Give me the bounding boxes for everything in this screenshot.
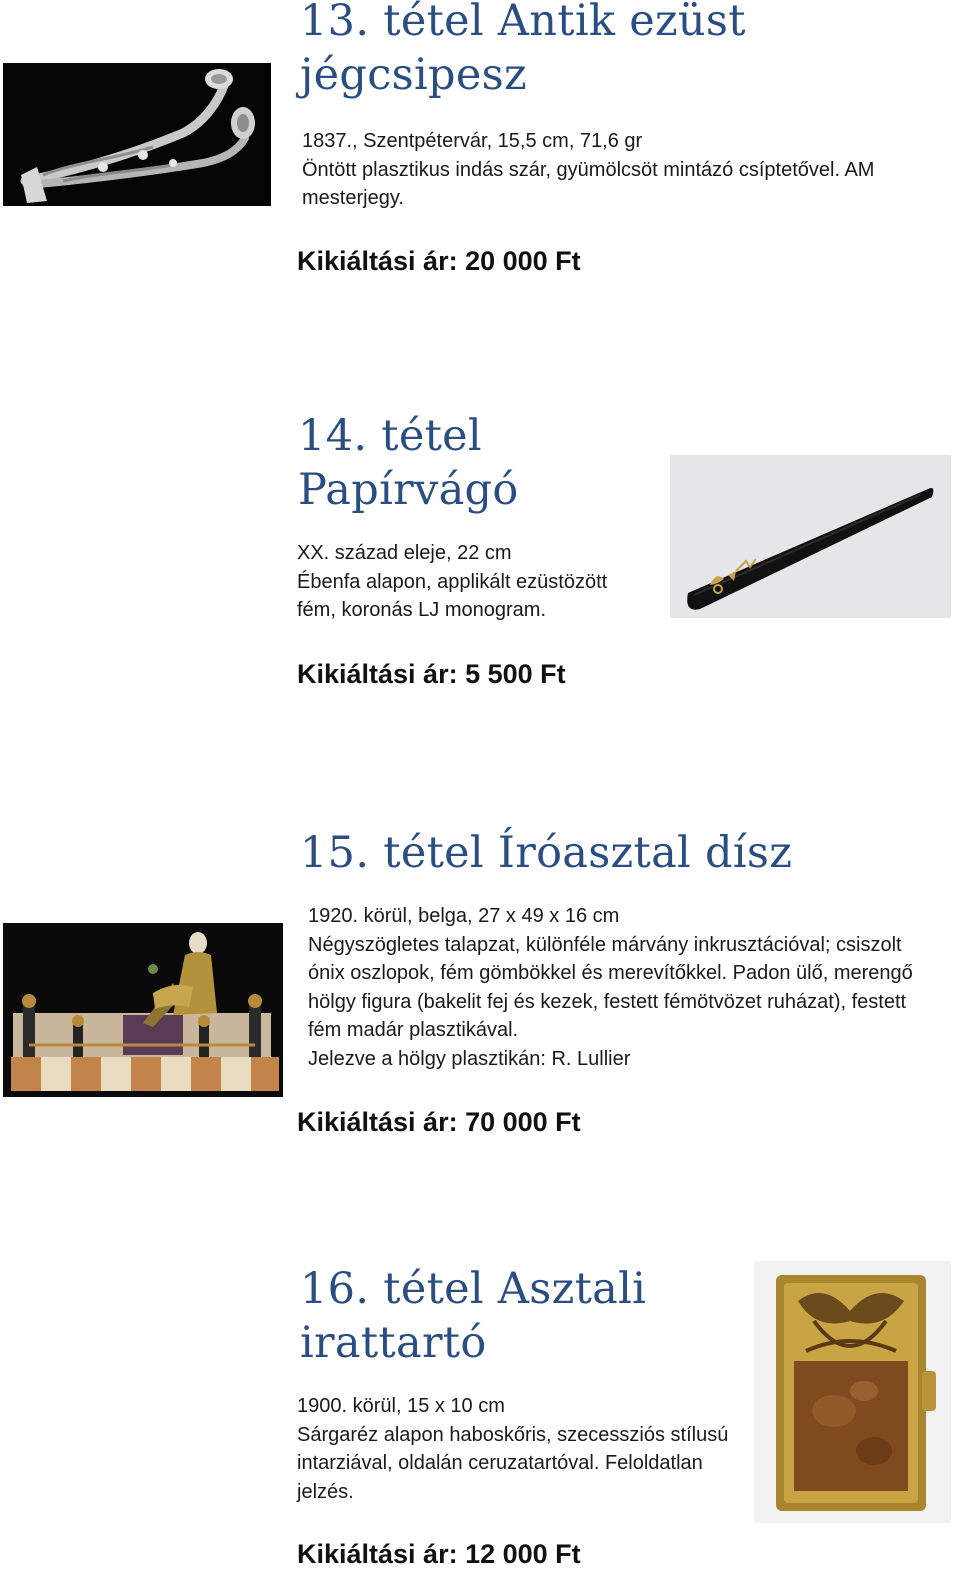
document-holder-photo [754,1261,951,1523]
letter-opener-photo [670,455,951,618]
lot-15-title: 15. tétel Íróasztal dísz [300,828,793,878]
lot-13-title: 13. tétel Antik ezüst jégcsipesz [300,0,746,100]
lot-13-description: 1837., Szentpétervár, 15,5 cm, 71,6 gr Öntött plasztikus indás szár, gyümölcsöt mintázó csíptetővel. AM mesterjegy. [302,130,875,209]
lot-13-price: Kikiáltási ár: 20 000 Ft [297,246,581,276]
lot-14-title: 14. tétel Papírvágó [298,411,519,515]
lot-15-price: Kikiáltási ár: 70 000 Ft [297,1107,581,1137]
lot-16-description: 1900. körül, 15 x 10 cm Sárgaréz alapon haboskőris, szecessziós stílusú intarziával, oldalán ceruzatartóval. Feloldatlan jelzés. [297,1395,729,1503]
lot-14-price: Kikiáltási ár: 5 500 Ft [297,659,566,689]
lot-14-description: XX. század eleje, 22 cm Ébenfa alapon, applikált ezüstözött fém, koronás LJ monogram. [297,542,608,621]
lot-16-title: 16. tétel Asztali irattartó [300,1264,647,1368]
silver-ice-tongs-photo [3,63,271,206]
lot-15-description: 1920. körül, belga, 27 x 49 x 16 cm Négyszögletes talapzat, különféle márvány inkrusztációval; csiszolt ónix oszlopok, fém gömbökkel és merevítőkkel. Padon ülő, merengő hölgy figura (bakelit fej és kezek, festett fémötvözet ruházat), festett fém madár plasztikával. Jelezve a hölgy plasztikán: R. Lullier [308,905,913,1070]
lot-16-price: Kikiáltási ár: 12 000 Ft [297,1539,581,1569]
desk-ornament-photo [3,923,283,1097]
